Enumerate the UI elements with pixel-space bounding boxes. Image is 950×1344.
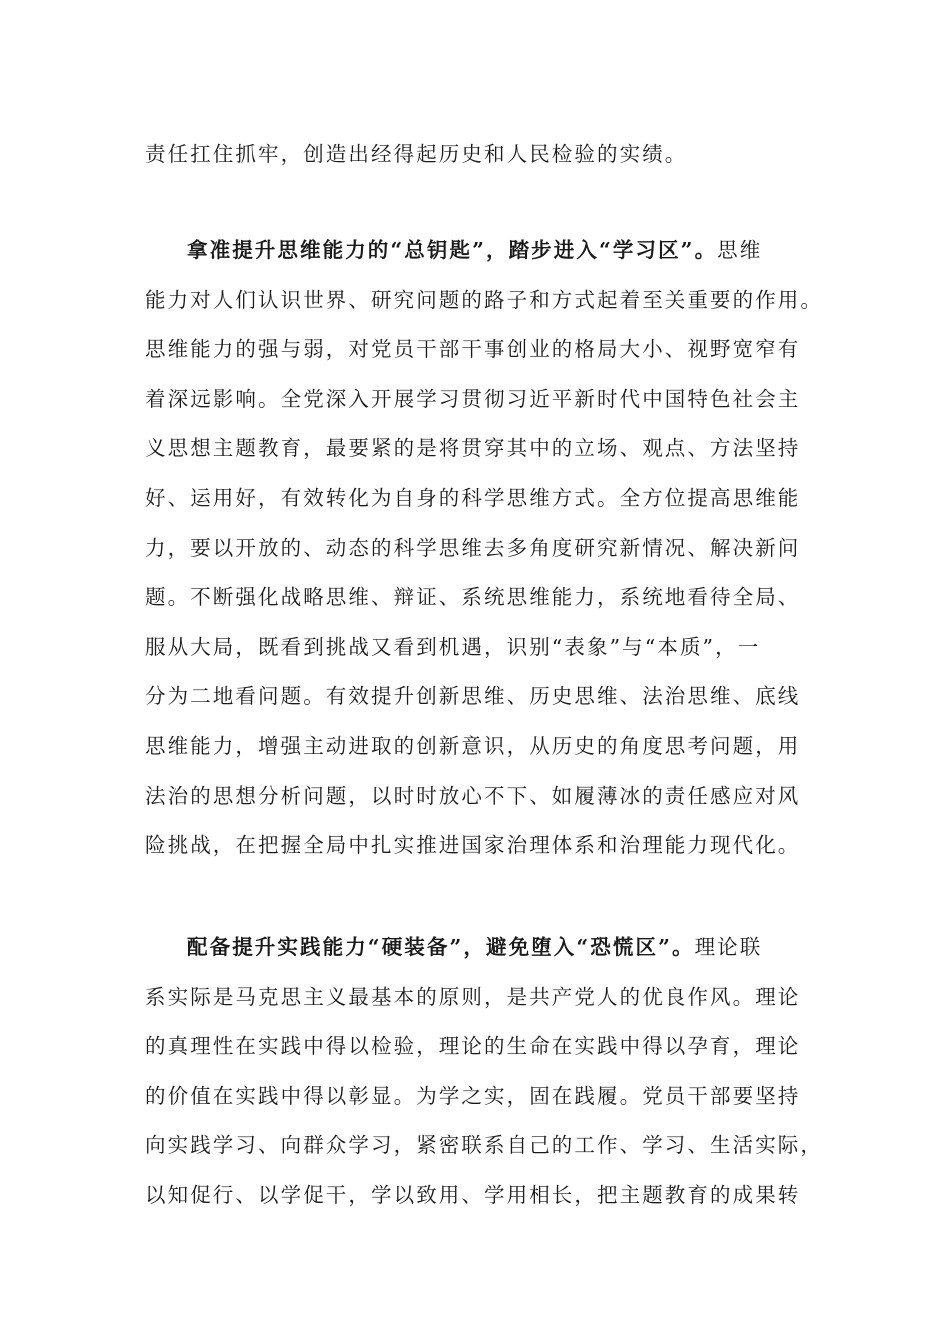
paragraph-continuation — [145, 130, 835, 180]
text-line: 的真理性在实践中得以检验，理论的生命在实践中得以孕育，理论 — [145, 1034, 801, 1059]
paragraph-heading: 配备提升实践能力“硬装备”，避免堕入“恐慌区”。 — [187, 935, 695, 959]
paragraph-first-line-tail: 理论联 — [694, 935, 763, 959]
text-line: 能力对人们认识世界、研究问题的路子和方式起着至关重要的作用。 — [145, 287, 823, 312]
paragraph-first-line-tail: 思维 — [717, 238, 763, 262]
paragraph-heading: 拿准提升思维能力的“总钥匙”，踏步进入“学习区”。 — [187, 238, 718, 262]
text-line: 险挑战，在把握全局中扎实推进国家治理体系和治理能力现代化。 — [145, 833, 801, 858]
text-line: 思维能力的强与弱，对党员干部干事创业的格局大小、视野宽窄有 — [145, 337, 801, 362]
text-line: 好、运用好，有效转化为自身的科学思维方式。全方位提高思维能 — [145, 485, 801, 510]
text-line: 以知促行、以学促干，学以致用、学用相长，把主题教育的成果转 — [145, 1182, 801, 1207]
text-line: 分为二地看问题。有效提升创新思维、历史思维、法治思维、底线 — [145, 684, 801, 709]
text-line: 力，要以开放的、动态的科学思维去多角度研究新情况、解决新问 — [145, 535, 801, 560]
text-line: 向实践学习、向群众学习，紧密联系自己的工作、学习、生活实际， — [145, 1133, 823, 1158]
text-line: 服从大局，既看到挑战又看到机遇，识别“表象”与“本质”，一 — [145, 634, 761, 659]
text-line: 法治的思想分析问题，以时时放心不下、如履薄冰的责任感应对风 — [145, 783, 801, 808]
text-line: 系实际是马克思主义最基本的原则，是共产党人的优良作风。理论 — [145, 984, 801, 1009]
text-line: 责任扛住抓牢，创造出经得起历史和人民检验的实绩。 — [145, 142, 688, 166]
text-line: 思维能力，增强主动进取的创新意识，从历史的角度思考问题，用 — [145, 733, 801, 758]
paragraph-thinking-ability — [145, 226, 835, 871]
text-line: 题。不断强化战略思维、辩证、系统思维能力，系统地看待全局、 — [145, 585, 801, 610]
text-line: 的价值在实践中得以彰显。为学之实，固在践履。党员干部要坚持 — [145, 1083, 801, 1108]
paragraph-practice-ability — [145, 923, 835, 1221]
paragraph-first-line — [145, 226, 835, 276]
paragraph-first-line — [145, 923, 835, 973]
text-line: 着深远影响。全党深入开展学习贯彻习近平新时代中国特色社会主 — [145, 386, 801, 411]
text-line: 义思想主题教育，最要紧的是将贯穿其中的立场、观点、方法坚持 — [145, 436, 801, 461]
